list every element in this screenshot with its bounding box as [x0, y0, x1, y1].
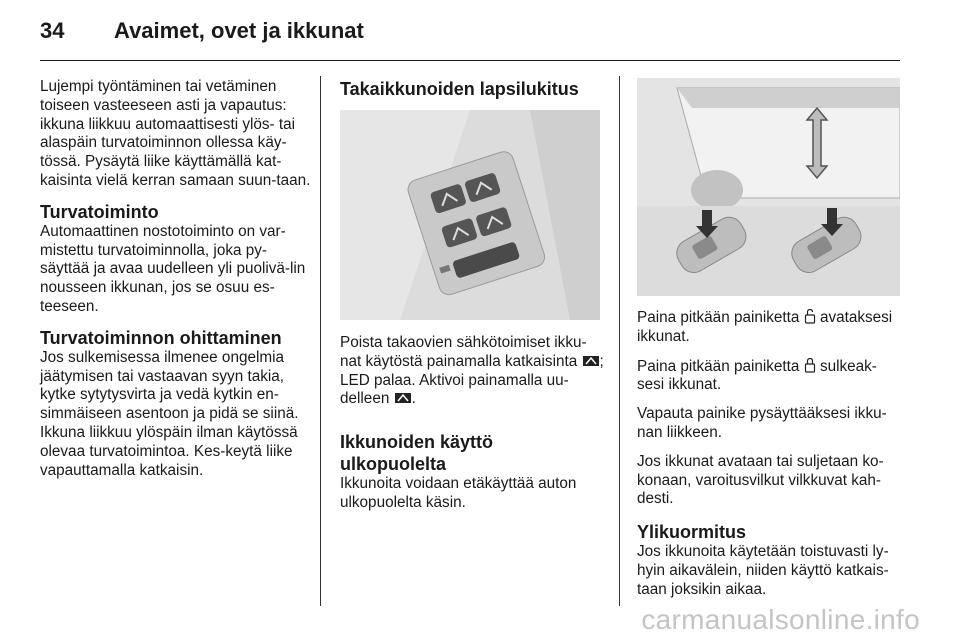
header-rule — [40, 60, 900, 61]
section-heading-turvatoiminto: Turvatoiminto — [40, 201, 159, 222]
child-lock-paragraph: Poista takaovien sähkötoimiset ikku-nat käytöstä painamalla katkaisinta ; LED palaa. Aktivoi painamalla uu-delleen . — [340, 334, 604, 408]
page-header — [40, 18, 364, 52]
watermark: carmanualsonline.info — [641, 604, 920, 635]
column-3 — [637, 78, 900, 610]
intro-paragraph: Lujempi työntäminen tai vetäminen toiseen vasteeseen asti ja vapautus: ikkuna liikkuu automaattisesti ylös- tai alaspäin turvatoiminnon ollessa käy-tössä. Pysäytä liike käyttämällä kat-kaisinta vielä kerran samaan suun-taan. — [40, 78, 311, 189]
section-heading-ulkopuolelta: Ikkunoiden käyttö ulkopuolelta — [340, 432, 494, 475]
section-heading-lapsilukitus: Takaikkunoiden lapsilukitus — [340, 79, 579, 99]
section-text-turvatoiminto: Automaattinen nostotoiminto on var-mistettu turvatoiminnolla, joka py-säyttää ja avaa uudelleen yli puolivä-lin nousseen ikkunan, jos se osuu es-teeseen. — [40, 222, 306, 315]
page-title: Avaimet, ovet ja ikkunat — [114, 18, 364, 43]
close-windows-paragraph: Paina pitkään painiketta sulkeak-sesi ikkunat. — [637, 357, 877, 394]
child-lock-switch-icon — [582, 354, 600, 368]
column-divider-1 — [320, 76, 321, 606]
column-divider-2 — [619, 76, 620, 606]
child-lock-switch-icon — [394, 391, 412, 405]
release-button-paragraph: Vapauta painike pysäyttääksesi ikku-nan liikkeen. — [637, 405, 887, 441]
section-text-ylikuormitus: Jos ikkunoita käytetään toistuvasti ly-hyin aikavälein, niiden käyttö katkais-taan joksikin aikaa. — [637, 543, 889, 598]
section-heading-ylikuormitus: Ylikuormitus — [637, 522, 747, 543]
column-2 — [340, 78, 604, 523]
hazard-flash-paragraph: Jos ikkunat avataan tai suljetaan ko-konaan, varoitusvilkut vilkkuvat kah-desti. — [637, 452, 884, 508]
open-windows-paragraph: Paina pitkään painiketta avataksesi ikkunat. — [637, 309, 893, 345]
column-1 — [40, 78, 312, 490]
section-text-ulkopuolelta: Ikkunoita voidaan etäkäyttää auton ulkopuolelta käsin. — [340, 475, 577, 511]
lock-key-icon — [804, 357, 816, 373]
page-number: 34 — [40, 18, 65, 43]
window-switch-panel-illustration — [340, 110, 600, 320]
remote-window-operation-illustration — [637, 78, 900, 296]
section-heading-ohittaminen: Turvatoiminnon ohittaminen — [40, 327, 282, 348]
section-text-ohittaminen: Jos sulkemisessa ilmenee ongelmia jäätymisen tai vastaavan syyn takia, kytke sytytysvirta ja vedä kytkin en-simmäiseen asentoon ja pidä se siinä. Ikkuna liikkuu ylöspäin ilman käytössä olevaa turvatoimintoa. Kes-keytä liike vapauttamalla katkaisin. — [40, 348, 299, 479]
unlock-key-icon — [804, 308, 816, 324]
